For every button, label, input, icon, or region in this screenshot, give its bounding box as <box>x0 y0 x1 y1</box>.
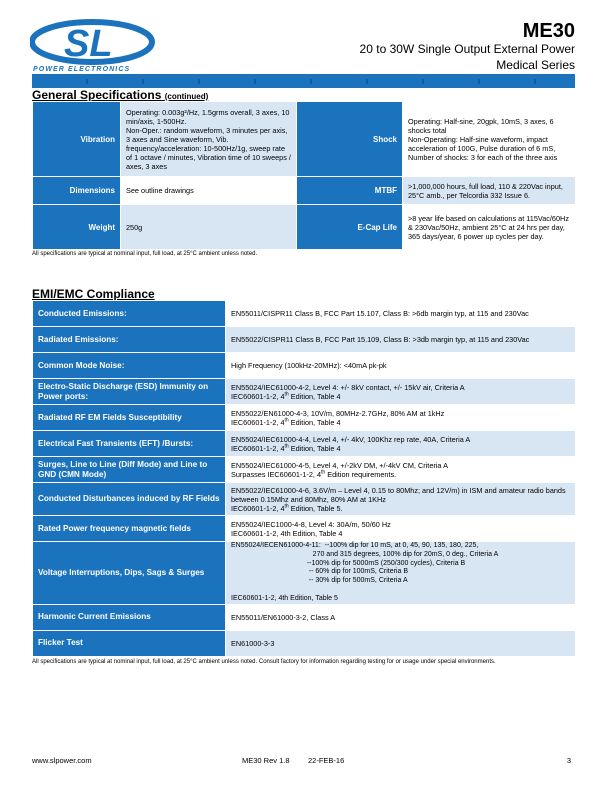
table-row <box>33 604 576 630</box>
general-specs-table <box>32 101 576 250</box>
emi-emc-title: EMI/EMC Compliance <box>32 287 155 301</box>
emi-label: Radiated RF EM Fields Susceptibility <box>33 405 226 431</box>
emi-label: Flicker Test <box>33 630 226 656</box>
emi-value: EN55024/IECEN61000-4-11: --100% dip for 10 mS, at 0, 45, 90, 135, 180, 225, 270 and 315 degrees, 100% dip for 20mS, 0 deg., Criteria A --100% dip for 5000mS (250/300 cycles), Criteria B -- 60% dip for 100mS, Criteria B -- 30% dip for 500mS, Criteria A IEC60601-1-2, 4th Edition, Table 5 <box>226 542 576 605</box>
emi-value: EN55024/IEC61000-4-4, Level 4, +/- 4kV, 100Khz rep rate, 40A, Criteria A IEC60601-1-2, 4th Edition, Table 4 <box>226 431 576 457</box>
emi-value: EN55022/CISPR11 Class B, FCC Part 15.109, Class B: >3db margin typ, at 115 and 230Vac <box>226 327 576 353</box>
emi-emc-table <box>32 300 576 657</box>
emi-label: Voltage Interruptions, Dips, Sags & Surges <box>33 542 226 605</box>
emi-label: Radiated Emissions: <box>33 327 226 353</box>
emi-label: Conducted Emissions: <box>33 301 226 327</box>
emi-value: EN55024/IEC61000-4-2, Level 4: +/- 8kV contact, +/- 15kV air, Criteria A IEC60601-1-2, 4th Edition, Table 4 <box>226 379 576 405</box>
emi-value: EN55022/EN61000-4-3, 10V/m, 80MHz-2.7GHz, 80% AM at 1kHz IEC60601-1-2, 4th Edition, Table 4 <box>226 405 576 431</box>
emi-emc-note: All specifications are typical at nominal input, full load, at 25°C ambient unless noted. Consult factory for information regarding testing for or usage under special environments. <box>32 659 496 665</box>
spec-value: >8 year life based on calculations at 115Vac/60Hz & 230Vac/50Hz, ambient 25°C at 24 hrs per day, 365 days/year, 6 power up cycles per day. <box>403 205 576 250</box>
spec-label: Weight <box>33 205 121 250</box>
table-row <box>33 483 576 516</box>
table-row <box>33 379 576 405</box>
footer-website: www.slpower.com <box>32 756 92 765</box>
footer-page-number: 3 <box>566 756 571 765</box>
table-row <box>33 431 576 457</box>
table-row <box>33 327 576 353</box>
table-row <box>33 102 576 177</box>
logo-letters: SL <box>64 23 113 65</box>
emi-value: EN55024/IEC61000-4-5, Level 4, +/-2kV DM, +/-4kV CM, Criteria A Surpasses IEC60601-1-2, 4th Edition requirements. <box>226 457 576 483</box>
emi-label: Common Mode Noise: <box>33 353 226 379</box>
spec-label: Vibration <box>33 102 121 177</box>
emi-label: Electrical Fast Transients (EFT) /Bursts: <box>33 431 226 457</box>
document-title: ME30 <box>522 20 575 42</box>
spec-value: >1,000,000 hours, full load, 110 & 220Vac input, 25°C amb., per Telcordia 332 Issue 6. <box>403 177 576 205</box>
spec-value: 250g <box>121 205 297 250</box>
table-row <box>33 542 576 605</box>
emi-value: EN55011/CISPR11 Class B, FCC Part 15.107, Class B: >6db margin typ, at 115 and 230Vac <box>226 301 576 327</box>
general-specs-title: General Specifications (continued) <box>32 88 209 102</box>
general-specs-note: All specifications are typical at nominal input, full load, at 25°C ambient unless noted. <box>32 251 258 257</box>
emi-label: Conducted Disturbances induced by RF Fields <box>33 483 226 516</box>
table-row <box>33 353 576 379</box>
emi-label: Electro-Static Discharge (ESD) Immunity on Power ports: <box>33 379 226 405</box>
emi-label: Surges, Line to Line (Diff Mode) and Line to GND (CMN Mode) <box>33 457 226 483</box>
emi-value: High Frequency (100kHz-20MHz): <40mA pk-pk <box>226 353 576 379</box>
emi-label: Rated Power frequency magnetic fields <box>33 516 226 542</box>
spec-label: Dimensions <box>33 177 121 205</box>
emi-value: EN55011/EN61000-3-2, Class A <box>226 604 576 630</box>
table-row <box>33 205 576 250</box>
spec-label: MTBF <box>297 177 403 205</box>
document-series: Medical Series <box>496 58 575 72</box>
table-row <box>33 177 576 205</box>
spec-label: E-Cap Life <box>297 205 403 250</box>
spec-value: Operating: 0.003g²/Hz, 1.5grms overall, 3 axes, 10 min/axis, 1-500Hz. Non-Oper.: random waveform, 3 minutes per axis, 3 axes and Sine waveform, Vib. frequency/acceleration: 10-500Hz/1g, sweep rate of 1 octave / minutes, Vibration time of 10 sweeps / axes, 3 axes <box>121 102 297 177</box>
footer-revision: ME30 Rev 1.8 <box>242 756 290 765</box>
table-row <box>33 301 576 327</box>
table-row <box>33 516 576 542</box>
emi-label: Harmonic Current Emissions <box>33 604 226 630</box>
header-bar-pattern <box>32 79 575 84</box>
table-row <box>33 457 576 483</box>
emi-value: EN55024/IEC1000-4-8, Level 4: 30A/m, 50/60 Hz IEC60601-1-2, 4th Edition, Table 4 <box>226 516 576 542</box>
spec-value: See outline drawings <box>121 177 297 205</box>
spec-value: Operating: Half-sine, 20gpk, 10mS, 3 axes, 6 shocks total Non-Operating: Half-sine waveform, impact acceleration of 100G, Pulse duration of 6 mS, Number of shocks: 3 for each of the three axis <box>403 102 576 177</box>
emi-value: EN55022/IEC61000-4-6, 3.6V/m – Level 4, 0.15 to 80Mhz; and 12V/m) in ISM and amateur radio bands between 0.15Mhz and 80Mhz, 80% AM at 1KHz IEC60601-1-2, 4th Edition, Table 5. <box>226 483 576 516</box>
spec-label: Shock <box>297 102 403 177</box>
sl-power-logo <box>30 18 160 74</box>
table-row <box>33 405 576 431</box>
document-subtitle: 20 to 30W Single Output External Power <box>359 42 575 56</box>
table-row <box>33 630 576 656</box>
logo-tagline: POWER ELECTRONICS <box>33 66 131 73</box>
footer-date: 22-FEB-16 <box>308 756 345 765</box>
emi-value: EN61000-3-3 <box>226 630 576 656</box>
